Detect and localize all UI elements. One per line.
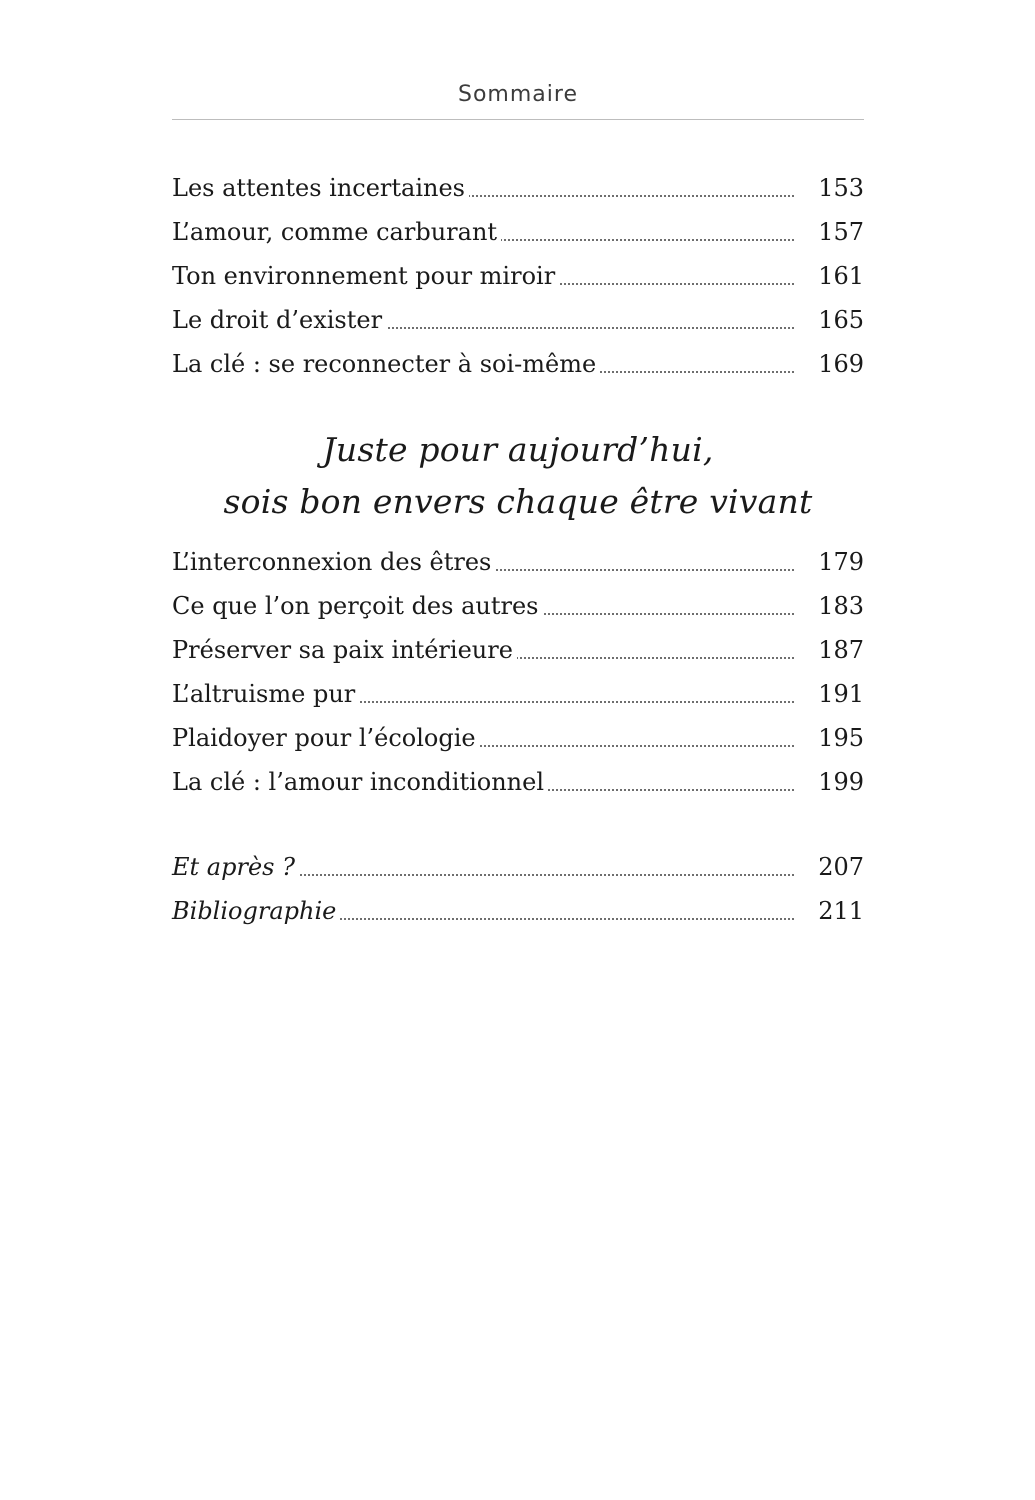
toc-entry-title: L’altruisme pur: [172, 672, 359, 716]
section-heading: [172, 424, 864, 528]
toc-group-2: [172, 540, 864, 804]
toc-entry-title: La clé : l’amour inconditionnel: [172, 760, 548, 804]
toc-entry[interactable]: [172, 298, 864, 342]
toc-entry-page: 165: [802, 298, 864, 342]
toc-entry[interactable]: [172, 166, 864, 210]
toc-entry[interactable]: [172, 540, 864, 584]
toc-entry-page: 169: [802, 342, 864, 386]
section-heading-line-1: Juste pour aujourd’hui,: [322, 430, 714, 469]
toc-entry-title: Les attentes incertaines: [172, 166, 469, 210]
toc-entry-title: Plaidoyer pour l’écologie: [172, 716, 480, 760]
toc-entry[interactable]: [172, 672, 864, 716]
toc-entry-title: La clé : se reconnecter à soi-même: [172, 342, 600, 386]
toc-entry-page: 179: [802, 540, 864, 584]
toc-entry-title: Bibliographie: [172, 889, 340, 933]
toc-entry[interactable]: [172, 760, 864, 804]
toc-entry-title: Ce que l’on perçoit des autres: [172, 584, 542, 628]
toc-page: [172, 0, 864, 1500]
toc-entry-page: 183: [802, 584, 864, 628]
toc-entry-page: 195: [802, 716, 864, 760]
toc-entry[interactable]: [172, 889, 864, 933]
toc-group-1: [172, 166, 864, 386]
header-rule: [172, 119, 864, 120]
toc-entry-page: 161: [802, 254, 864, 298]
toc-entry-title: L’interconnexion des êtres: [172, 540, 495, 584]
toc-entry[interactable]: [172, 628, 864, 672]
toc-entry-page: 211: [802, 889, 864, 933]
toc-entry-title: Ton environnement pour miroir: [172, 254, 559, 298]
section-heading-line-2: sois bon envers chaque être vivant: [223, 482, 813, 521]
toc-group-3: [172, 845, 864, 933]
toc-entry[interactable]: [172, 342, 864, 386]
toc-entry[interactable]: [172, 584, 864, 628]
toc-entry[interactable]: [172, 210, 864, 254]
toc-entry-page: 199: [802, 760, 864, 804]
toc-entry[interactable]: [172, 254, 864, 298]
toc-entry-page: 207: [802, 845, 864, 889]
toc-entry-page: 157: [802, 210, 864, 254]
running-head: Sommaire: [458, 82, 578, 107]
toc-entry-page: 153: [802, 166, 864, 210]
toc-entry-title: Et après ?: [172, 845, 299, 889]
toc-entry-page: 187: [802, 628, 864, 672]
toc-entry-title: Le droit d’exister: [172, 298, 386, 342]
toc-entry[interactable]: [172, 845, 864, 889]
toc-entry-title: L’amour, comme carburant: [172, 210, 501, 254]
toc-entry-title: Préserver sa paix intérieure: [172, 628, 517, 672]
toc-entry-page: 191: [802, 672, 864, 716]
toc-entry[interactable]: [172, 716, 864, 760]
